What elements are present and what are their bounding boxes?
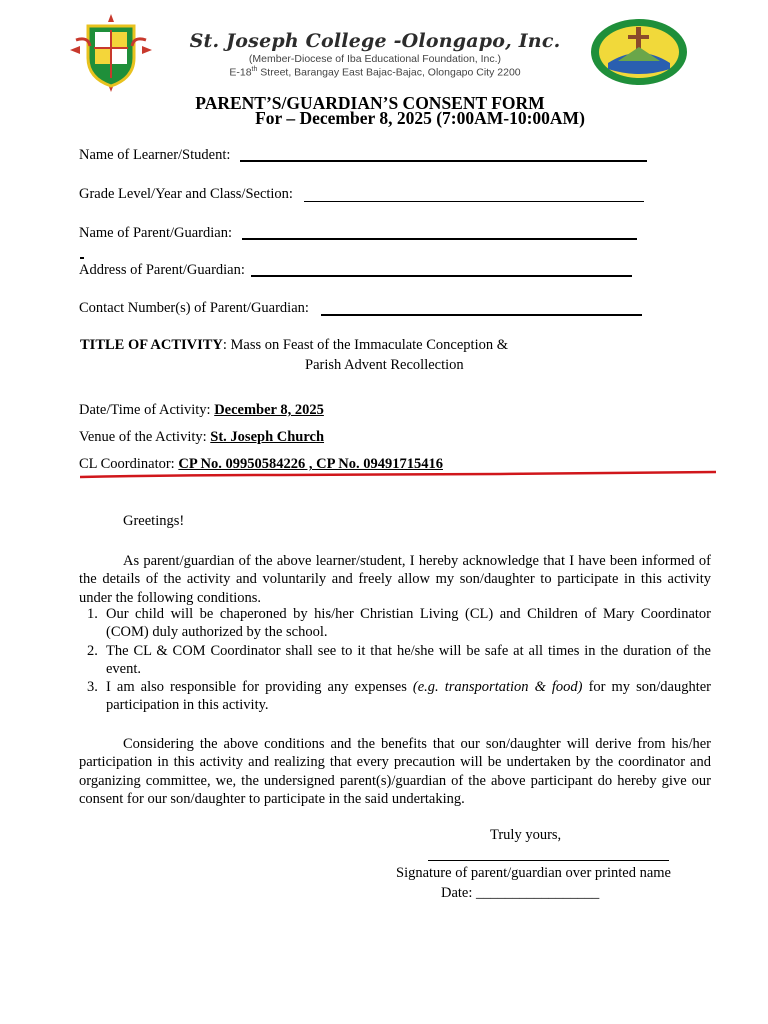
parent-name-line[interactable] xyxy=(242,238,637,240)
condition-number: 1. xyxy=(87,606,98,622)
cl-coordinator-label: CL Coordinator: xyxy=(79,456,179,472)
cl-coordinator-value: CP No. 09950584226 , CP No. 09491715416 xyxy=(178,456,443,472)
activity-date-value: December 8, 2025 xyxy=(214,402,324,418)
condition-text-before: I am also responsible for providing any expenses xyxy=(106,679,413,696)
grade-section-line[interactable] xyxy=(304,200,644,202)
signature-line[interactable] xyxy=(428,860,669,861)
condition-text: The CL & COM Coordinator shall see to it that he/she will be safe at all times in the duration of the event. xyxy=(106,642,711,677)
learner-name-line[interactable] xyxy=(240,160,647,162)
form-title: PARENT’S/GUARDIAN’S CONSENT FORM xyxy=(195,93,545,113)
address-rest: Street, Barangay East Bajac-Bajac, Olongapo City 2200 xyxy=(257,66,521,79)
diocese-seal-logo xyxy=(588,17,690,87)
diocese-seal-icon xyxy=(591,19,687,85)
activity-title-label: TITLE OF ACTIVITY xyxy=(80,337,223,353)
condition-number: 3. xyxy=(87,679,98,696)
activity-venue-label: Venue of the Activity: xyxy=(79,429,211,445)
truly-yours: Truly yours, xyxy=(490,827,562,843)
address-prefix: E-18 xyxy=(229,66,252,79)
school-crest-logo xyxy=(68,12,154,94)
condition-text-after: for my son/daughter participation in this activity. xyxy=(106,679,711,714)
activity-title xyxy=(80,337,508,354)
address-superscript: th xyxy=(251,66,258,73)
school-membership: (Member-Diocese of Iba Educational Foundation, Inc.) xyxy=(248,53,502,65)
activity-venue xyxy=(79,429,324,446)
closing-text: Considering the above conditions and the benefits that our son/daughter will derive from his/her participation in this activity and realizing that every precaution will be undertaken by the coordinator and organizing committee, we, the undersigned parent(s)/guardian of the above participant do hereby give our consent for our son/daughter to participate in the said undertaking. xyxy=(79,736,711,807)
learner-name-label: Name of Learner/Student: xyxy=(79,147,231,163)
condition-item xyxy=(79,642,711,679)
school-name: St. Joseph College -Olongapo, Inc. xyxy=(189,30,561,52)
parent-address-label: Address of Parent/Guardian: xyxy=(79,262,245,278)
contact-number-label: Contact Number(s) of Parent/Guardian: xyxy=(79,300,309,316)
condition-item xyxy=(79,605,711,642)
activity-title-value: : Mass on Feast of the Immaculate Conception & xyxy=(222,337,508,353)
signature-label: Signature of parent/guardian over printed name xyxy=(396,865,671,881)
conditions-list xyxy=(79,605,711,715)
activity-date xyxy=(79,402,324,419)
school-address xyxy=(180,66,570,79)
greeting: Greetings! xyxy=(123,513,185,529)
signature-date: Date: _________________ xyxy=(441,885,600,901)
condition-text: Our child will be chaperoned by his/her Christian Living (CL) and Children of Mary Coordinator (COM) duly authorized by the school. xyxy=(106,606,711,641)
school-crest-icon xyxy=(70,14,152,92)
parent-name-label: Name of Parent/Guardian: xyxy=(79,225,233,241)
stray-mark xyxy=(80,257,84,259)
activity-venue-value: St. Joseph Church xyxy=(210,429,325,445)
parent-address-line[interactable] xyxy=(251,275,632,277)
contact-number-line[interactable] xyxy=(321,314,642,316)
intro-text: As parent/guardian of the above learner/student, I hereby acknowledge that I have been informed of the details of the activity and voluntarily and freely allow my son/daughter to participate in this activity under the following conditions. xyxy=(79,553,711,606)
condition-number: 2. xyxy=(87,642,98,659)
grade-section-label: Grade Level/Year and Class/Section: xyxy=(79,186,293,202)
condition-item xyxy=(79,678,711,715)
closing-paragraph xyxy=(79,735,711,808)
intro-paragraph xyxy=(79,552,711,607)
form-date-line: For – December 8, 2025 (7:00AM-10:00AM) xyxy=(255,108,585,128)
activity-title-continued: Parish Advent Recollection xyxy=(305,357,464,373)
condition-text-italic: (e.g. transportation & food) xyxy=(412,679,583,696)
activity-date-label: Date/Time of Activity: xyxy=(79,402,215,418)
red-divider xyxy=(80,468,716,482)
